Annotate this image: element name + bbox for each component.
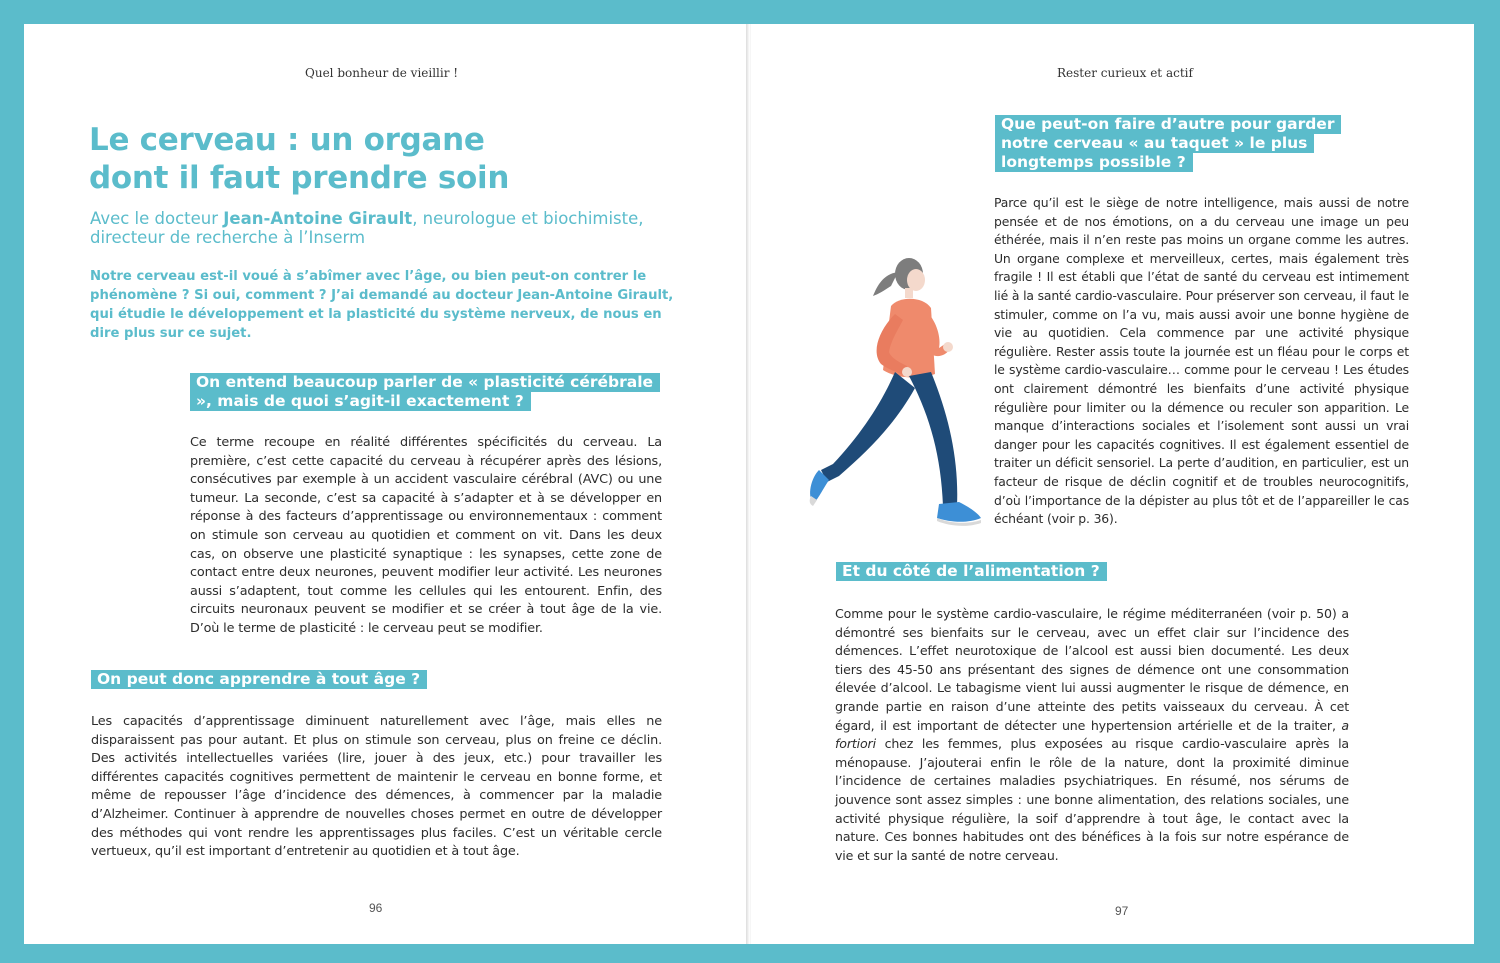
answer-paragraph-1: Ce terme recoupe en réalité différentes spécificités du cerveau. La première, c’est cette capacité du cerveau à récupérer après des lésions, consécutives par exemple à un accident vasculaire cérébral (AVC) ou une tumeur. La seconde, c’est sa capacité à s’adapter et à se développer en réponse à des facteurs d’apprentissage ou environnementaux : comment on stimule son cerveau au quotidien et comment on vit. Dans les deux cas, on observe une plasticité synaptique : les synapses, cette zone de contact entre deux neurones, peuvent modifier leur activité. Les neurones aussi s’adaptent, tout comme les cellules qui les entourent. Enfin, des circuits neuronaux peuvent se modifier et se créer à tout âge de la vie. D’où le terme de plasticité : le cerveau peut se modifier. [190, 435, 662, 636]
answer-paragraph-4 [835, 605, 1349, 865]
title-line-1: Le cerveau : un organe [89, 122, 485, 158]
question-heading-3 [995, 115, 1367, 172]
woman-running-icon [791, 244, 991, 554]
answer-paragraph-3: Parce qu’il est le siège de notre intelligence, mais aussi de notre pensée et de nos émotions, on a du cerveau une image un peu éthérée, mais il n’en reste pas moins un organe comme les autres. Un organe complexe et merveilleux, certes, mais également très fragile ! Il est établi que l’état de santé du cerveau est intimement lié à la santé cardio-vasculaire. Pour préserver son cerveau, il faut le stimuler, comme on l’a vu, mais aussi avoir une bonne hygiène de vie au quotidien. Cela commence par une activité physique régulière. Rester assis toute la journée est un fléau pour le corps et le système cardio-vasculaire… comme pour le cerveau ! Les études ont clairement démontré les bienfaits d’une activité physique régulière pour limiter ou la démence ou reculer son apparition. Le manque d’interactions sociales et l’isolement sont aussi un vrai danger pour les capacités cognitives. Il est également essentiel de traiter un déficit sensoriel. La perte d’audition, en particulier, est un facteur de risque de déclin cognitif et de troubles neurocognitifs, d’où l’importance de la dépister au plus tôt et de l’appareiller le cas échéant (voir p. 36). [994, 195, 1409, 527]
intro-paragraph: Notre cerveau est-il voué à s’abîmer avec l’âge, ou bien peut-on contrer le phénomène ? Si oui, comment ? J’ai demandé au docteur Jean-Antoine Girault, qui étudie le développement et la plasticité du système nerveux, de nous en dire plus sur ce sujet. [90, 269, 674, 341]
left-page [24, 24, 747, 944]
running-head-right: Rester curieux et actif [1057, 66, 1193, 80]
answer-4-italic: a fortiori [835, 717, 1349, 752]
subtitle-author-name: Jean-Antoine Girault [223, 209, 413, 228]
question-heading-2-text: On peut donc apprendre à tout âge ? [91, 670, 427, 689]
question-heading-2 [91, 670, 491, 689]
subtitle-suffix: , neurologue et biochimiste, directeur de recherche à l’Inserm [90, 209, 644, 247]
question-heading-4-text: Et du côté de l’alimentation ? [836, 562, 1107, 581]
page-number-right: 97 [1115, 904, 1129, 918]
answer-paragraph-2: Les capacités d’apprentissage diminuent naturellement avec l’âge, mais elles ne disparaissent pas pour autant. Et plus on stimule son cerveau, plus on freine ce déclin. Des activités intellectuelles variées (lire, jouer à des jeux, etc.) pour travailler les différentes capacités cognitives permettent de maintenir le cerveau en bonne forme, et même de repousser l’âge d’incidence des démences, à commencer par la maladie d’Alzheimer. Continuer à apprendre de nouvelles choses permet en outre de développer des méthodes qui vont rendre les apprentissages plus faciles. C’est un véritable cercle vertueux, qu’il est important d’entretenir au quotidien et à tout âge. [91, 714, 662, 860]
page-number-left: 96 [369, 901, 383, 915]
running-head-left: Quel bonheur de vieillir ! [305, 66, 459, 80]
answer-4-part-2: chez les femmes, plus exposées au risque cardio-vasculaire après la ménopause. J’ajouterai enfin le rôle de la nature, dont la proximité diminue l’incidence de certaines maladies psychiatriques. En résumé, nos sérums de jouvence sont assez simples : une bonne alimentation, des relations sociales, une activité physique régulière, la soif d’apprendre à tout âge, le contact avec la nature. Ces bonnes habitudes ont des bénéfices à la fois sur notre espérance de vie et sur la santé de notre cerveau. [835, 736, 1349, 863]
answer-4-part-1: Comme pour le système cardio-vasculaire, le régime méditerranéen (voir p. 50) a démontré ses bienfaits sur le cerveau, avec un effet clair sur l’incidence des démences. L’effet neurotoxique de l’alcool est aussi bien documenté. Les deux tiers des 45-50 ans présentant des signes de démence ont une consommation élevée d’alcool. Le tabagisme vient lui aussi augmenter le risque de démence, en grande partie en raison d’une atteinte des petits vaisseaux du cerveau. À cet égard, il est important de détecter une hypertension artérielle et de la traiter, [835, 606, 1349, 733]
question-heading-4 [836, 562, 1136, 581]
right-page [751, 24, 1474, 944]
question-heading-3-text: Que peut-on faire d’autre pour garder notre cerveau « au taquet » le plus longtemps possible ? [995, 115, 1341, 172]
question-heading-1-text: On entend beaucoup parler de « plasticité cérébrale », mais de quoi s’agit-il exactement ? [190, 373, 660, 411]
subtitle [90, 209, 680, 247]
question-heading-1 [190, 373, 670, 411]
subtitle-prefix: Avec le docteur [90, 209, 224, 228]
title-line-2: dont il faut prendre soin [89, 160, 510, 196]
page-title [89, 121, 509, 197]
